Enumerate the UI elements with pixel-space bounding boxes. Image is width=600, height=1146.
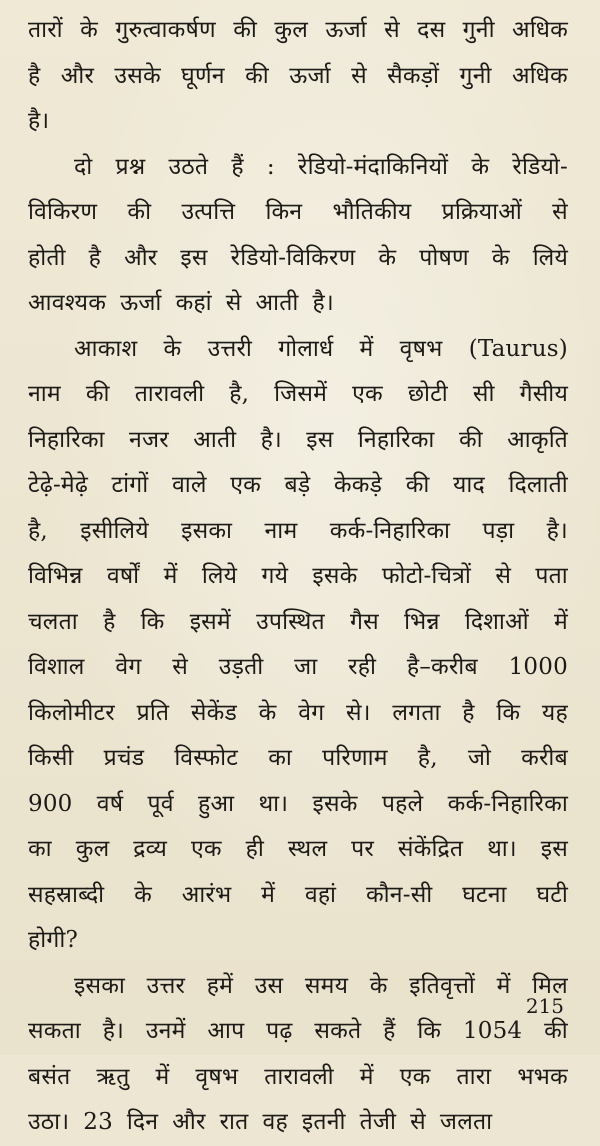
word: का [268, 745, 293, 771]
word: सी [472, 381, 495, 407]
word: स्थल [287, 836, 328, 862]
text-line [28, 509, 568, 555]
word: : [266, 153, 275, 180]
word: घटना [462, 881, 507, 908]
word: उनमें [145, 1018, 186, 1044]
word: एक [399, 1063, 431, 1090]
word: तारावली [264, 1063, 334, 1090]
word: के [471, 153, 490, 180]
word: पहले [381, 790, 424, 817]
word: द्रव्य [133, 836, 168, 862]
word: तारावली [134, 381, 205, 407]
text-line [28, 554, 568, 600]
word: दो [74, 153, 93, 180]
word: विभिन्न [28, 563, 83, 589]
word: अधिक [512, 17, 568, 43]
word: में [163, 563, 178, 589]
word: कर्क-निहारिका [329, 517, 451, 544]
word: गुनी [462, 17, 495, 43]
word: की [233, 17, 258, 43]
word: गुरुत्वाकर्षण [115, 17, 216, 43]
word: बसंत [28, 1063, 71, 1090]
word: तेजी [359, 1109, 397, 1135]
word: केकड़े [333, 472, 383, 498]
word: की [405, 472, 430, 498]
word: है, [28, 517, 48, 544]
word: वह [262, 1109, 288, 1135]
word: ऋतु [96, 1063, 130, 1090]
word: है। [260, 426, 282, 453]
word: विशाल [28, 654, 85, 680]
body-text [28, 8, 568, 1146]
word: उसके [114, 62, 161, 89]
word: कुल [75, 836, 110, 862]
word: कि [417, 1018, 442, 1044]
word: है। [312, 290, 334, 316]
word: हुआ [198, 790, 235, 817]
word: प्रति [136, 699, 170, 726]
word: सकते [314, 1018, 362, 1044]
word: भौतिकीय [332, 199, 412, 225]
word: नाम [28, 381, 61, 407]
word: कि [496, 699, 521, 726]
word: की [85, 381, 110, 407]
word: ऊर्जा [289, 62, 331, 89]
word: फोटो-चित्रों [381, 563, 472, 589]
word: समय [304, 972, 349, 999]
word: की [458, 426, 483, 453]
word: 1000 [508, 654, 568, 680]
word: से [225, 290, 242, 316]
word: उत्तर [146, 972, 186, 999]
word: किन [265, 199, 303, 225]
word: निहारिका [357, 426, 435, 453]
word: घूर्णन [181, 62, 225, 89]
word: जो [467, 745, 492, 771]
word: है [103, 608, 116, 635]
word: वृषभ [399, 335, 443, 362]
word: बड़े [284, 472, 311, 498]
word: टांगों [111, 472, 149, 498]
word: रही [348, 654, 377, 680]
text-line [28, 54, 568, 100]
word: आवश्यक [28, 290, 107, 316]
word: में [261, 881, 276, 908]
word: (Taurus) [468, 335, 568, 362]
word: वेग [115, 654, 142, 680]
word: है। [546, 517, 568, 544]
word: लगता [392, 699, 441, 726]
word: दिलाती [508, 472, 568, 498]
word: होती [28, 244, 66, 271]
text-line [28, 782, 568, 828]
word: टेढ़े-मेढ़े [28, 472, 89, 498]
word: और [172, 1109, 206, 1135]
word: गये [261, 563, 289, 589]
word: विस्फोट [174, 745, 239, 771]
word: हैं [231, 153, 244, 180]
word: है। [28, 108, 50, 134]
page-number: 215 [525, 994, 564, 1018]
text-line [28, 372, 568, 418]
word: से [495, 563, 512, 589]
word: के [369, 972, 388, 999]
word: आती [255, 290, 299, 316]
word: था। [258, 790, 289, 817]
word: आती [193, 426, 237, 453]
text-line [28, 1100, 568, 1146]
word: इस [306, 426, 334, 453]
word: कौन-सी [365, 881, 433, 908]
word: उड़ती [218, 654, 264, 680]
word: सेकेंड [190, 699, 237, 726]
text-line [28, 418, 568, 464]
word: जलता [439, 1109, 493, 1135]
word: आप [207, 1018, 245, 1044]
word: याद [453, 472, 485, 498]
word: से [410, 1109, 426, 1135]
word: उपस्थित [256, 608, 325, 635]
word: के [163, 335, 182, 362]
word: सैकड़ों [387, 62, 440, 89]
word: उठा। [28, 1109, 70, 1135]
word: वृषभ [195, 1063, 239, 1090]
word: नाम [264, 517, 298, 544]
text-line [28, 1055, 568, 1101]
word: और [60, 62, 95, 89]
word: वाले [171, 472, 207, 498]
text-line [28, 1009, 568, 1055]
word: वर्षों [106, 563, 140, 589]
word: रात [219, 1109, 249, 1135]
word: के [134, 881, 152, 908]
word: की [544, 1018, 568, 1044]
word: कि [140, 608, 165, 635]
word: करीब [521, 745, 568, 771]
word: 23 [83, 1109, 113, 1135]
word: है, [417, 745, 438, 771]
word: रेडियो-मंदाकिनियों [298, 153, 449, 180]
word: इस [180, 244, 208, 271]
word: संकेंद्रित [397, 836, 464, 862]
word: कहां [175, 290, 212, 316]
word: की [245, 62, 269, 89]
word: किसी [28, 745, 74, 771]
word: पर [351, 836, 375, 862]
text-line [28, 645, 568, 691]
word: और [124, 244, 158, 271]
word: है–करीब [406, 654, 478, 680]
word: नजर [129, 426, 169, 453]
word: पड़ा [482, 517, 515, 544]
word: रेडियो-विकिरण [230, 244, 356, 271]
word: में [155, 1063, 170, 1090]
word: दिन [126, 1109, 159, 1135]
text-line [28, 190, 568, 236]
word: इस [540, 836, 568, 862]
word: ऊर्जा [120, 290, 162, 316]
word: 900 [28, 790, 73, 817]
text-line [28, 873, 568, 919]
word: पूर्व [147, 790, 174, 817]
word: में [359, 1063, 374, 1090]
word: है। [102, 1018, 125, 1044]
word: पढ़ [266, 1018, 293, 1044]
word: भिन्न [404, 608, 440, 635]
word: घटी [536, 881, 568, 908]
word: में [496, 972, 511, 999]
word: एक [352, 381, 383, 407]
word: एक [230, 472, 262, 498]
word: का [28, 836, 52, 862]
word: वेग [298, 699, 325, 726]
word: इसका [181, 517, 233, 544]
word: था। [487, 836, 517, 862]
word: चलता [28, 608, 78, 635]
text-line [28, 827, 568, 873]
word: अधिक [511, 62, 568, 89]
word: मिल [532, 972, 568, 999]
word: जिसमें [274, 381, 328, 407]
word: जा [294, 654, 318, 680]
text-line [28, 736, 568, 782]
text-line [28, 8, 568, 54]
word: एक [190, 836, 222, 862]
word: उत्पत्ति [181, 199, 236, 225]
word: इसका [74, 972, 126, 999]
word: इतिवृत्तों [409, 972, 476, 999]
word: कुल [274, 17, 308, 43]
word: पता [535, 563, 568, 589]
word: होगी? [28, 927, 79, 953]
word: से [351, 62, 367, 89]
word: के [378, 244, 397, 271]
word: निहारिका [28, 426, 105, 453]
word: है [462, 699, 475, 726]
word: इतनी [301, 1109, 346, 1135]
word: है, [229, 381, 250, 407]
text-line [28, 281, 568, 327]
word: वहां [304, 881, 337, 908]
word: सहस्राब्दी [28, 881, 105, 908]
word: विकिरण [28, 199, 98, 225]
word: उठते [168, 153, 209, 180]
word: के [80, 17, 99, 43]
word: आरंभ [181, 881, 232, 908]
word: इसके [312, 563, 358, 589]
text-line [28, 463, 568, 509]
word: इसके [312, 790, 358, 817]
word: यह [541, 699, 568, 726]
word: किलोमीटर [28, 699, 115, 726]
word: गैस [350, 608, 379, 635]
text-line [28, 964, 568, 1010]
word: से [384, 17, 400, 43]
word: इसीलिये [80, 517, 149, 544]
word: के [491, 244, 510, 271]
text-line [28, 327, 568, 373]
word: से। [346, 699, 371, 726]
word: वर्ष [96, 790, 124, 817]
word: कर्क-निहारिका [447, 790, 568, 817]
word: ही [245, 836, 264, 862]
word: लिये [532, 244, 568, 271]
word: गैसीय [519, 381, 568, 407]
text-line [28, 918, 568, 964]
word: परिणाम [322, 745, 388, 771]
word: हमें [206, 972, 234, 999]
word: भभक [517, 1063, 568, 1090]
word: में [553, 608, 568, 635]
word: गोलार्ध [278, 335, 334, 362]
word: के [258, 699, 277, 726]
word: दस [417, 17, 446, 43]
word: लिये [201, 563, 238, 589]
word: उस [254, 972, 284, 999]
word: रेडियो- [512, 153, 568, 180]
word: आकृति [507, 426, 568, 453]
word: की [127, 199, 152, 225]
word: छोटी [407, 381, 448, 407]
word: है [88, 244, 102, 271]
text-line [28, 145, 568, 191]
word: तारों [28, 17, 63, 43]
text-line [28, 99, 568, 145]
word: ऊर्जा [325, 17, 367, 43]
word: पोषण [419, 244, 469, 271]
word: से [552, 199, 568, 225]
word: इसमें [189, 608, 231, 635]
text-line [28, 600, 568, 646]
word: दिशाओं [464, 608, 529, 635]
word: प्रक्रियाओं [441, 199, 522, 225]
word: में [359, 335, 374, 362]
word: 1054 [462, 1018, 523, 1044]
word: सकता [28, 1018, 81, 1044]
word: गुनी [459, 62, 492, 89]
word: प्रचंड [103, 745, 145, 771]
word: आकाश [74, 335, 138, 362]
text-line [28, 691, 568, 737]
word: तारा [456, 1063, 492, 1090]
word: से [172, 654, 188, 680]
word: उत्तरी [207, 335, 253, 362]
text-line [28, 236, 568, 282]
word: हैं [383, 1018, 396, 1044]
word: है [28, 62, 41, 89]
word: प्रश्न [115, 153, 146, 180]
